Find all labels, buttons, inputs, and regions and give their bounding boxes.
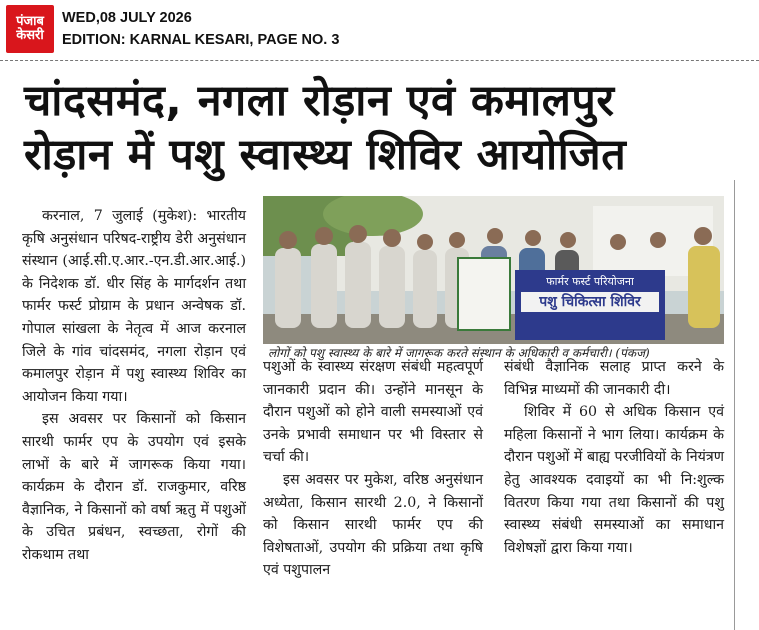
paragraph: करनाल, 7 जुलाई (मुकेश): भारतीय कृषि अनुसंधान परिषद-राष्ट्रीय डेरी अनुसंधान संस्थान (आई.सी.ए.आर.-एन.डी.आर.आई.) के निदेशक डॉ. धीर सिंह के मार्गदर्शन तथा फार्मर फर्स्ट प्रोग्राम के प्रधान अन्वेषक डॉ. गोपाल सांखला के नेतृत्व में आज करनाल जिले के गांव चांदसमंद, नगला रोड़ान एवं कमालपुर रोड़ान में पशु स्वास्थ्य शिविर का आयोजन किया गया। — [22, 208, 246, 405]
banner-line2: पशु चिकित्सा शिविर — [521, 292, 659, 312]
newspaper-logo — [6, 5, 54, 53]
article-column-3 — [504, 356, 724, 559]
paragraph: शिविर में 60 से अधिक किसान एवं महिला किसानों ने भाग लिया। कार्यक्रम के दौरान पशुओं में बाह्य परजीवियों के नियंत्रण हेतु आवश्यक दवाइयों का भी नि:शुल्क वितरण किया गया तथा किसानों की पशु स्वास्थ्य संबंधी समस्याओं का समाधान विशेषज्ञों द्वारा किया गया। — [504, 404, 724, 556]
banner — [515, 274, 665, 314]
column-divider — [734, 180, 735, 630]
photo-caption: लोगों को पशु स्वास्थ्य के बारे में जागरूक करते संस्थान के अधिकारी व कर्मचारी। (पंकज) — [268, 346, 650, 360]
page-header — [0, 0, 759, 58]
headline-line1: चांदसमंद, नगला रोड़ान एवं कमालपुर — [24, 76, 615, 126]
article-column-2 — [263, 356, 483, 582]
paragraph: पशुओं के स्वास्थ्य संरक्षण संबंधी महत्वपूर्ण जानकारी प्रदान की। उन्होंने मानसून के दौरान पशुओं को होने वाली समस्याओं एवं उनके प्रभावी समाधान पर भी विस्तार से चर्चा की। — [263, 359, 483, 466]
article-column-1 — [22, 205, 246, 567]
article-headline — [24, 74, 724, 182]
paragraph: इस अवसर पर मुकेश, वरिष्ठ अनुसंधान अध्येता, किसान सारथी 2.0, ने किसानों को किसान सारथी फार्मर एप की विशेषताओं, उपयोग की प्रक्रिया तथा कृषि एवं पशुपालन — [263, 471, 483, 579]
edition-date: WED,08 JULY 2026 — [62, 10, 192, 26]
logo-line2: केसरी — [16, 28, 44, 43]
header-divider — [0, 60, 759, 61]
edition-info: EDITION: KARNAL KESARI, PAGE NO. 3 — [62, 32, 340, 48]
paragraph: संबंधी वैज्ञानिक सलाह प्राप्त करने के विभिन्न माध्यमों की जानकारी दी। — [504, 359, 724, 398]
banner-line1: फार्मर फर्स्ट परियोजना — [546, 275, 634, 288]
edition-meta — [62, 7, 339, 51]
article-photo — [263, 196, 724, 344]
headline-line2: रोड़ान में पशु स्वास्थ्य शिविर आयोजित — [24, 130, 627, 180]
paragraph: इस अवसर पर किसानों को किसान सारथी फार्मर एप के उपयोग एवं इसके लाभों के बारे में जागरूक किया गया। कार्यक्रम के दौरान डॉ. राजकुमार, वरिष्ठ वैज्ञानिक, ने किसानों को वर्षा ऋतु में पशुओं के उचित प्रबंधन, स्वच्छता, रोगों की रोकथाम तथा — [22, 411, 246, 563]
logo-line1: पंजाब — [16, 14, 44, 30]
photo-illustration — [263, 196, 724, 344]
